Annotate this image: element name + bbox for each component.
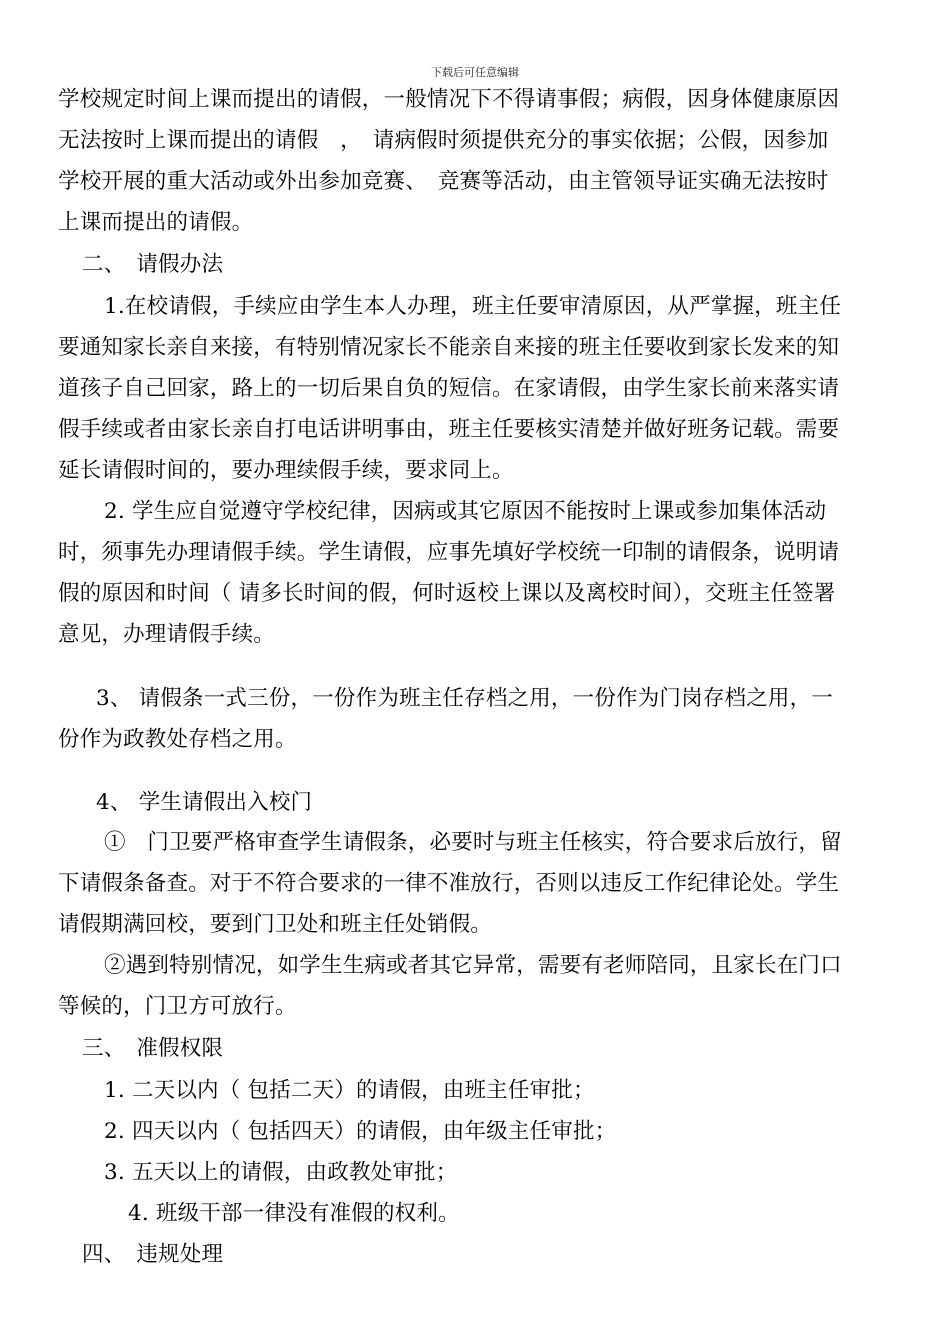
list-item: 4. 班级干部一律没有准假的权利。 [128,1201,460,1226]
paragraph-line: ②遇到特别情况，如学生生病或者其它异常，需要有老师陪同，且家长在门口 [104,953,842,978]
paragraph-line: 假的原因和时间（ 请多长时间的假，何时返校上课以及离校时间），交班主任签署 [58,581,836,606]
section-heading: 四、 违规处理 [82,1242,224,1267]
paragraph-line: 3、 请假条一式三份，一份作为班主任存档之用，一份作为门岗存档之用，一 [96,686,834,711]
paragraph-line: 道孩子自己回家，路上的一切后果自负的短信。在家请假，由学生家长前来落实请 [58,376,840,401]
paragraph-line: 请假期满回校，要到门卫处和班主任处销假。 [58,912,493,937]
paragraph-line: 意见，办理请假手续。 [58,622,276,647]
paragraph-line: 延长请假时间的，要办理续假手续，要求同上。 [58,458,514,483]
section-heading: 二、 请假办法 [82,252,224,277]
list-item: 3. 五天以上的请假，由政教处审批； [104,1160,458,1185]
list-item: 2. 四天以内（ 包括四天）的请假，由年级主任审批； [104,1119,617,1144]
paragraph-line: 等候的，门卫方可放行。 [58,994,297,1019]
header-note: 下载后可任意编辑 [431,66,519,79]
paragraph-line: 要通知家长亲自来接，有特别情况家长不能亲自来接的班主任要收到家长发来的知 [58,335,840,360]
paragraph-line: ① 门卫要严格审查学生请假条，必要时与班主任核实，符合要求后放行，留 [104,830,842,855]
section-heading: 三、 准假权限 [82,1036,224,1061]
paragraph-line: 下请假条备查。对于不符合要求的一律不准放行，否则以违反工作纪律论处。学生 [58,871,840,896]
paragraph-line: 学校规定时间上课而提出的请假，一般情况下不得请事假；病假，因身体健康原因 [58,87,840,112]
list-item: 1. 二天以内（ 包括二天）的请假，由班主任审批； [104,1078,595,1103]
paragraph-line: 假手续或者由家长亲自打电话讲明事由，班主任要核实清楚并做好班务记载。需要 [58,417,840,442]
paragraph-line: 无法按时上课而提出的请假 ， 请病假时须提供充分的事实依据；公假，因参加 [58,128,829,153]
paragraph-line: 2. 学生应自觉遵守学校纪律，因病或其它原因不能按时上课或参加集体活动 [104,499,827,524]
paragraph-line: 1.在校请假，手续应由学生本人办理，班主任要审清原因，从严掌握，班主任 [104,294,842,319]
sub-heading: 4、 学生请假出入校门 [96,790,313,815]
paragraph-line: 学校开展的重大活动或外出参加竞赛、 竞赛等活动，由主管领导证实确无法按时 [58,169,829,194]
paragraph-line: 上课而提出的请假。 [58,210,254,235]
paragraph-line: 份作为政教处存档之用。 [58,727,297,752]
paragraph-line: 时，须事先办理请假手续。学生请假，应事先填好学校统一印制的请假条，说明请 [58,540,840,565]
